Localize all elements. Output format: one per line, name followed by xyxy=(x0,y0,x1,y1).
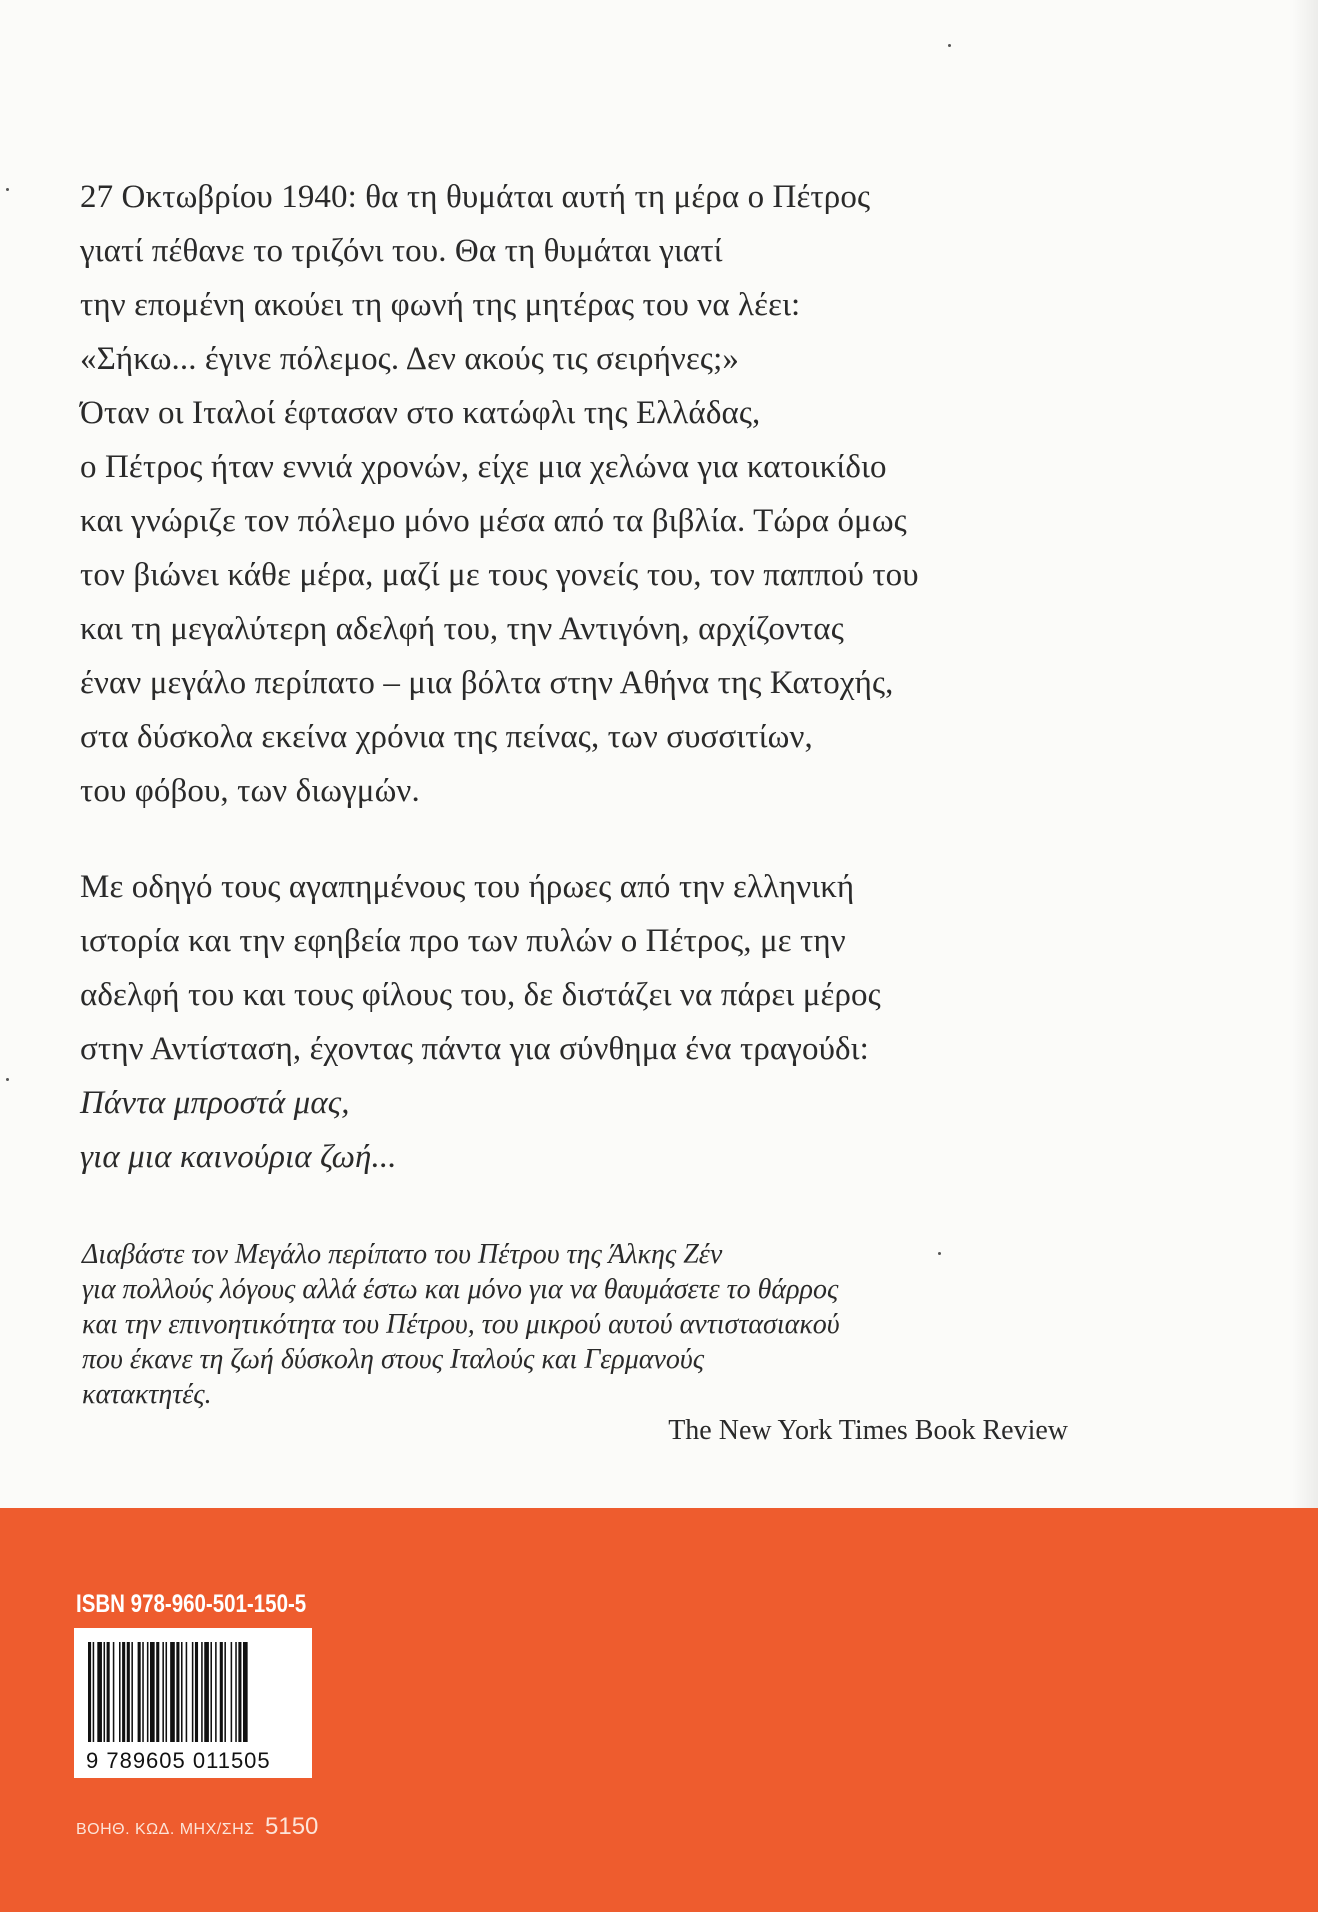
blurb-line: του φόβου, των διωγμών. xyxy=(80,773,420,809)
blurb-line: και γνώριζε τον πόλεμο μόνο μέσα από τα βιβλία. Τώρα όμως xyxy=(80,503,907,539)
barcode-bar xyxy=(201,1642,203,1742)
review-quote-line: που έκανε τη ζωή δύσκολη στους Ιταλούς και Γερμανούς xyxy=(82,1344,705,1375)
barcode-bar xyxy=(142,1642,144,1742)
blurb-line: στα δύσκολα εκείνα χρόνια της πείνας, των συσσιτίων, xyxy=(80,719,813,755)
blurb-line: στην Αντίσταση, έχοντας πάντα για σύνθημα ένα τραγούδι: xyxy=(80,1031,869,1067)
blurb-paragraph-2 xyxy=(80,860,1080,1184)
barcode-bar xyxy=(195,1642,198,1742)
song-line: Πάντα μπροστά μας, xyxy=(80,1085,350,1121)
barcode-bar xyxy=(170,1642,175,1742)
barcode-bar xyxy=(93,1642,95,1742)
dust-speck xyxy=(948,44,951,47)
barcode-bar xyxy=(231,1642,233,1742)
review-quote-line: για πολλούς λόγους αλλά έστω και μόνο για να θαυμάσετε το θάρρος xyxy=(82,1274,839,1305)
barcode-bar xyxy=(131,1642,133,1742)
review-quote-line: Διαβάστε τον Μεγάλο περίπατο του Πέτρου της Άλκης Ζέν xyxy=(82,1239,723,1270)
blurb-line: τον βιώνει κάθε μέρα, μαζί με τους γονείς του, τον παππού του xyxy=(80,557,919,593)
review-quote-line: και την επινοητικότητα του Πέτρου, του μικρού αυτού αντιστασιακού xyxy=(82,1309,840,1340)
blurb-line: Με οδηγό τους αγαπημένους του ήρωες από την ελληνική xyxy=(80,869,855,905)
barcode-bar xyxy=(97,1642,102,1742)
barcode-bars xyxy=(88,1642,298,1750)
barcode-bar xyxy=(220,1642,223,1742)
barcode-bar xyxy=(238,1642,241,1742)
barcode-bar xyxy=(150,1642,155,1742)
barcode-bar xyxy=(122,1642,125,1742)
barcode-bar xyxy=(162,1642,164,1742)
barcode-digits: 9 789605 011505 xyxy=(86,1748,271,1773)
blurb-line: και τη μεγαλύτερη αδελφή του, την Αντιγόνη, αρχίζοντας xyxy=(80,611,844,647)
blurb-paragraph-1 xyxy=(80,170,1080,818)
barcode-bar xyxy=(156,1642,159,1742)
aux-code xyxy=(76,1813,318,1841)
barcode xyxy=(74,1628,312,1778)
barcode-bar xyxy=(186,1642,188,1742)
dust-speck xyxy=(938,1252,941,1255)
review-source: The New York Times Book Review xyxy=(668,1415,1068,1446)
barcode-bar xyxy=(138,1642,141,1742)
barcode-bar xyxy=(204,1642,209,1742)
isbn-label: ISBN 978-960-501-150-5 xyxy=(76,1590,307,1618)
barcode-bar xyxy=(127,1642,130,1742)
barcode-bar xyxy=(88,1642,91,1742)
blurb-line: «Σήκω... έγινε πόλεμος. Δεν ακούς τις σειρήνες;» xyxy=(80,341,739,377)
blurb-line: Όταν οι Ιταλοί έφτασαν στο κατώφλι της Ελλάδας, xyxy=(80,395,761,431)
blurb-line: αδελφή του και τους φίλους του, δε διστάζει να πάρει μέρος xyxy=(80,977,881,1013)
barcode-bar xyxy=(215,1642,217,1742)
barcode-bar xyxy=(119,1642,121,1742)
song-line: για μια καινούρια ζωή... xyxy=(80,1139,397,1175)
review-quote-line: κατακτητές. xyxy=(82,1379,212,1410)
dust-speck xyxy=(6,1078,9,1081)
review-quote xyxy=(82,1237,1082,1412)
barcode-bar xyxy=(176,1642,179,1742)
aux-code-label: ΒΟΗΘ. ΚΩΔ. ΜΗΧ/ΣΗΣ xyxy=(76,1821,255,1838)
barcode-bar xyxy=(181,1642,183,1742)
barcode-bar xyxy=(104,1642,106,1742)
blurb-line: 27 Οκτωβρίου 1940: θα τη θυμάται αυτή τη μέρα ο Πέτρος xyxy=(80,179,871,215)
barcode-bar xyxy=(224,1642,226,1742)
barcode-bar xyxy=(166,1642,168,1742)
barcode-bar xyxy=(210,1642,212,1742)
blurb-line: γιατί πέθανε το τριζόνι του. Θα τη θυμάται γιατί xyxy=(80,233,723,269)
barcode-bar xyxy=(147,1642,149,1742)
blurb-line: ιστορία και την εφηβεία προ των πυλών ο Πέτρος, με την xyxy=(80,923,846,959)
blurb-line: την επομένη ακούει τη φωνή της μητέρας του να λέει: xyxy=(80,287,801,323)
barcode-bar xyxy=(107,1642,110,1742)
blurb-line: έναν μεγάλο περίπατο – μια βόλτα στην Αθήνα της Κατοχής, xyxy=(80,665,894,701)
blurb-line: ο Πέτρος ήταν εννιά χρονών, είχε μια χελώνα για κατοικίδιο xyxy=(80,449,887,485)
dust-speck xyxy=(6,188,9,191)
barcode-bar xyxy=(235,1642,237,1742)
aux-code-number: 5150 xyxy=(265,1813,319,1840)
barcode-bar xyxy=(243,1642,248,1742)
barcode-bar xyxy=(192,1642,194,1742)
barcode-bar xyxy=(113,1642,115,1742)
